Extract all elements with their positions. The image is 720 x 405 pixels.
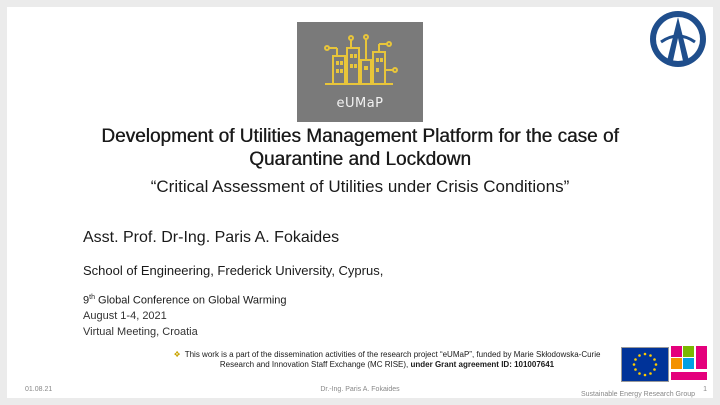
footer-author: Dr.-Ing. Paris A. Fokaides xyxy=(320,386,400,393)
eu-flag-icon xyxy=(621,347,669,382)
footer-group: Sustainable Energy Research Group xyxy=(580,391,695,398)
eumap-logo xyxy=(297,22,423,122)
acknowledgement xyxy=(157,350,617,370)
conference-ordinal-suffix: th xyxy=(89,294,95,301)
frederick-university-logo xyxy=(647,8,709,70)
marie-curie-actions-logo xyxy=(670,345,708,381)
acknowledgement-text: This work is a part of the dissemination activities of the research project “eUMaP”, funded by Marie Skłodowska-Curie Research and Innovation Staff Exchange (MC RISE), xyxy=(184,350,601,369)
logo-text: eUMaP xyxy=(336,96,384,111)
conference-venue: Virtual Meeting, Croatia xyxy=(83,326,198,338)
slide-title xyxy=(7,125,713,171)
slide xyxy=(7,7,713,398)
title-line-1: Development of Utilities Management Platform for the case of xyxy=(101,126,619,147)
title-line-2: Quarantine and Lockdown xyxy=(249,149,471,170)
diamond-bullet-icon: ❖ xyxy=(173,350,181,359)
slide-subtitle: “Critical Assessment of Utilities under Crisis Conditions” xyxy=(150,177,570,196)
conference-title: Global Conference on Global Warming xyxy=(94,294,287,307)
conference-ordinal: 9 xyxy=(83,294,90,307)
footer-date: 01.08.21 xyxy=(25,386,53,393)
conference-name xyxy=(83,294,287,307)
page-number: 1 xyxy=(703,386,707,393)
grant-agreement: under Grant agreement ID: 101007641 xyxy=(410,360,555,369)
author-name: Asst. Prof. Dr-Ing. Paris A. Fokaides xyxy=(83,229,340,246)
conference-dates: August 1-4, 2021 xyxy=(83,310,167,322)
affiliation: School of Engineering, Frederick University, Cyprus, xyxy=(83,263,384,278)
city-circuit-icon xyxy=(321,34,399,94)
